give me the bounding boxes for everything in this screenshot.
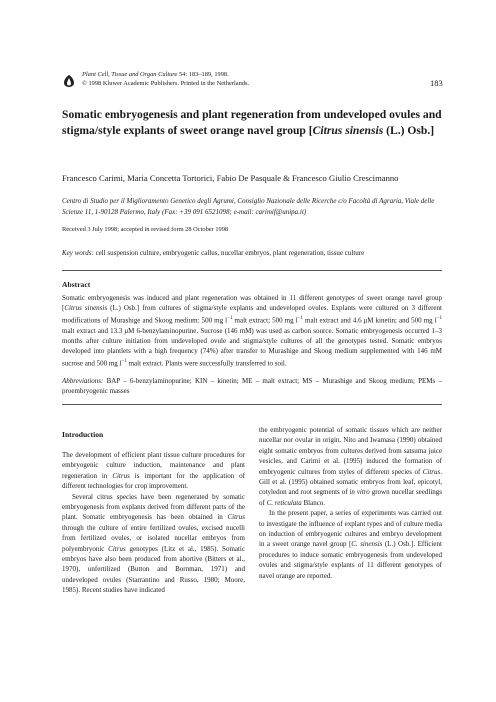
publisher-logo-icon bbox=[62, 74, 76, 88]
divider-bottom bbox=[62, 404, 442, 405]
intro-paragraph-4: In the present paper, a series of experiments was carried out to investigate the influence of explant types and of culture media on induction of embryogenic cultures and embryo development in a sweet orange navel group [C. sinensis (L.) Osb.]. Efficient procedures to induce somatic embryogenesis from undeveloped ovules and stigma/style explants of 11 different genotypes of navel orange are reported. bbox=[259, 509, 442, 580]
abbreviations bbox=[62, 376, 442, 397]
divider-top bbox=[62, 270, 442, 271]
keywords bbox=[62, 248, 442, 258]
title-species: Citrus sinensis bbox=[312, 124, 384, 137]
page-number: 183 bbox=[430, 78, 443, 88]
journal-volume: 54: 183–189, 1998. bbox=[177, 71, 229, 78]
journal-citation bbox=[82, 70, 402, 88]
received-dates: Received 3 July 1998; accepted in revised form 28 October 1998 bbox=[62, 226, 229, 233]
introduction-left-column bbox=[62, 450, 245, 596]
keywords-label: Key words: bbox=[62, 249, 94, 257]
intro-paragraph-3: the embryogenic potential of somatic tissues which are neither nucellar nor ovular in origin. Nito and Iwamasa (1990) obtained eight somatic embryos from cultures derived from satsuma juice vesicles, and Carimi et al. (1995) induced the formation of embryogenic cultures from styles of different species of Citrus. Gill et al. (1995) obtained somatic embryos from leaf, epicotyl, cotyledon and root segments of in vitro grown nucellar seedlings of C. reticulata Blanco. bbox=[259, 426, 443, 507]
article-title bbox=[62, 107, 442, 139]
copyright-line: © 1998 Kluwer Academic Publishers. Printed in the Netherlands. bbox=[82, 80, 250, 87]
introduction-right-column bbox=[259, 425, 442, 581]
abstract-heading: Abstract bbox=[62, 280, 91, 289]
title-text: Somatic embryogenesis and plant regeneration from undeveloped ovules and stigma/style explants of sweet orange navel group [ bbox=[62, 108, 442, 137]
title-text-end: (L.) Osb.] bbox=[383, 124, 435, 137]
abbreviations-text: BAP – 6-benzylaminopurine; KIN – kinetin; ME – malt extract; MS – Murashige and Skoog medium; PEMs – proembryogenic masses bbox=[62, 377, 442, 396]
introduction-heading: Introduction bbox=[62, 430, 104, 439]
author-list: Francesco Carimi, Maria Concetta Tortorici, Fabio De Pasquale & Francesco Giulio Crescimanno bbox=[62, 173, 399, 183]
abbreviations-label: Abbreviations: bbox=[62, 377, 104, 385]
author-affiliation: Centro di Studio per il Miglioramento Genetico degli Agrumi, Consiglio Nazionale delle Ricerche c/o Facoltà di Agraria, Viale delle Scienze 11, 1-90128 Palermo, Italy (Fax: +39 091 6521098; e-mail: carimif@unipa.it) bbox=[62, 197, 435, 216]
intro-paragraph-1: The development of efficient plant tissue culture procedures for embryogenic culture induction, maintenance and plant regeneration in Citrus is important for the application of different technologies for crop improvement. bbox=[62, 451, 245, 491]
abstract-text: Somatic embryogenesis was induced and plant regeneration was obtained in 11 different genotypes of sweet orange navel group [Citrus sinensis (L.) Osb.] from cultures of stigma/style explants and undeveloped ovules. Explants were cultured on 3 different modifications of Murashige and Skoog medium: 500 mg $l^{-1}$ malt extract; 500 mg $l^{-1}$ malt extract and 4.6 μM kinetin; and 500 mg $l^{-1}$ malt extract and 13.3 μM 6-benzylaminopurine. Sucrose (146 mM) was used as carbon source. Somatic embryogenesis occurred 1–3 months after culture initiation from undeveloped ovule and stigma/style cultures of all the genotypes tested. Somatic embryos developed into plantlets with a high frequency (74%) after transfer to Murashige and Skoog medium supplemented with 146 mM sucrose and 500 mg $l^{-1}$ malt extract. Plants were successfully transferred to soil. bbox=[62, 294, 443, 368]
intro-paragraph-2: Several citrus species have been regenerated by somatic embryogenesis from explants derived from different parts of the plant. Somatic embryogenesis has been obtained in Citrus through the culture of entire fertilized ovules, excised nucelli from fertilized ovules, or isolated nucellar embryos from polyembryonic Citrus genotypes (Litz et al., 1985). Somatic embryos have also been produced from abortive (Bitters et al., 1970), unfertilized (Button and Bornman, 1971) and undeveloped ovules (Starrantino and Russo, 1980; Moore, 1985). Recent studies have indicated bbox=[62, 492, 245, 595]
journal-name: Plant Cell, Tissue and Organ Culture bbox=[82, 71, 178, 78]
keywords-text: cell suspension culture, embryogenic callus, nucellar embryos, plant regeneration, tissue culture bbox=[93, 249, 365, 257]
